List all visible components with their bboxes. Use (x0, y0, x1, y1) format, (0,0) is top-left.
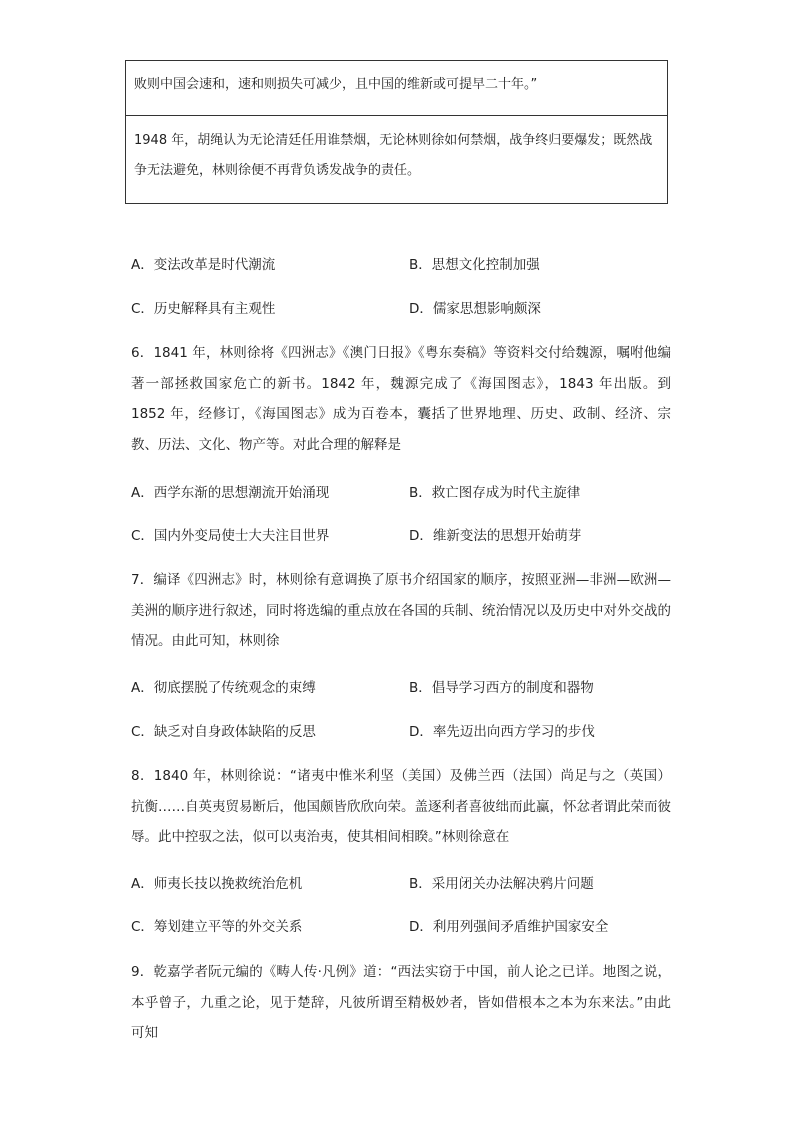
question-7-stem: 7．编译《四洲志》时，林则徐有意调换了原书介绍国家的顺序，按照亚洲—非洲—欧洲—美洲的顺序进行叙述，同时将选编的重点放在各国的兵制、统治情况以及历史中对外交战的情况。由此可知，林则徐 (131, 572, 671, 649)
q8-option-d[interactable]: D．利用列强间矛盾维护国家安全 (409, 919, 609, 935)
q7-option-c[interactable]: C．缺乏对自身政体缺陷的反思 (131, 724, 316, 740)
q7-options-ab (131, 676, 671, 698)
q8-option-b[interactable]: B．采用闭关办法解决鸦片问题 (409, 876, 594, 892)
q6-options-ab (131, 481, 671, 503)
q8-options-ab (131, 872, 671, 894)
q6-option-d[interactable]: D．维新变法的思想开始萌芽 (409, 528, 582, 544)
q5-option-c[interactable]: C．历史解释具有主观性 (131, 301, 276, 317)
q7-option-d[interactable]: D．率先迈出向西方学习的步伐 (409, 724, 595, 740)
q8-option-a[interactable]: A．师夷长技以挽救统治危机 (131, 876, 303, 892)
q8-option-c[interactable]: C．筹划建立平等的外交关系 (131, 919, 303, 935)
question-8-stem: 8．1840 年，林则徐说：“诸夷中惟米利坚（美国）及佛兰西（法国）尚足与之（英国）抗衡……自英夷贸易断后，他国颇皆欣欣向荣。盖逐利者喜彼绌而此赢，怀忿者谓此荣而彼辱。此中控驭之法，似可以夷治夷，使其相间相睽。”林则徐意在 (131, 768, 671, 845)
q7-option-b[interactable]: B．倡导学习西方的制度和器物 (409, 680, 594, 696)
question-6-stem: 6．1841 年，林则徐将《四洲志》《澳门日报》《粤东奏稿》等资料交付给魏源，嘱咐他编著一部拯救国家危亡的新书。1842 年，魏源完成了《海国图志》，1843 年出版。到 1852 年，经修订，《海国图志》成为百卷本，囊括了世界地理、历史、政制、经济、宗教、历法、文化、物产等。对此合理的解释是 (131, 345, 671, 453)
q5-options-cd (131, 297, 671, 319)
q5-option-d[interactable]: D．儒家思想影响颇深 (409, 301, 541, 317)
question-9-stem: 9．乾嘉学者阮元编的《畴人传·凡例》道：“西法实窃于中国，前人论之已详。地图之说，本乎曾子，九重之论，见于楚辞，凡彼所谓至精极妙者，皆如借根本之本为东来法。”由此可知 (131, 964, 671, 1041)
q5-options-ab (131, 253, 671, 275)
q5-option-a[interactable]: A．变法改革是时代潮流 (131, 257, 276, 273)
q6-option-b[interactable]: B．救亡图存成为时代主旋律 (409, 485, 581, 501)
q6-options-cd (131, 524, 671, 546)
q6-option-c[interactable]: C．国内外变局使士大夫注目世界 (131, 528, 330, 544)
q7-option-a[interactable]: A．彻底摆脱了传统观念的束缚 (131, 680, 316, 696)
table-row-1: 败则中国会速和，速和则损失可减少，且中国的维新或可提早二十年。” (126, 61, 667, 116)
table-row-2: 1948 年，胡绳认为无论清廷任用谁禁烟，无论林则徐如何禁烟，战争终归要爆发；既然战争无法避免，林则徐便不再背负诱发战争的责任。 (134, 133, 653, 178)
q5-option-b[interactable]: B．思想文化控制加强 (409, 257, 540, 273)
q6-option-a[interactable]: A．西学东渐的思想潮流开始涌现 (131, 485, 330, 501)
q8-options-cd (131, 915, 671, 937)
material-table (125, 60, 668, 204)
q7-options-cd (131, 720, 671, 742)
